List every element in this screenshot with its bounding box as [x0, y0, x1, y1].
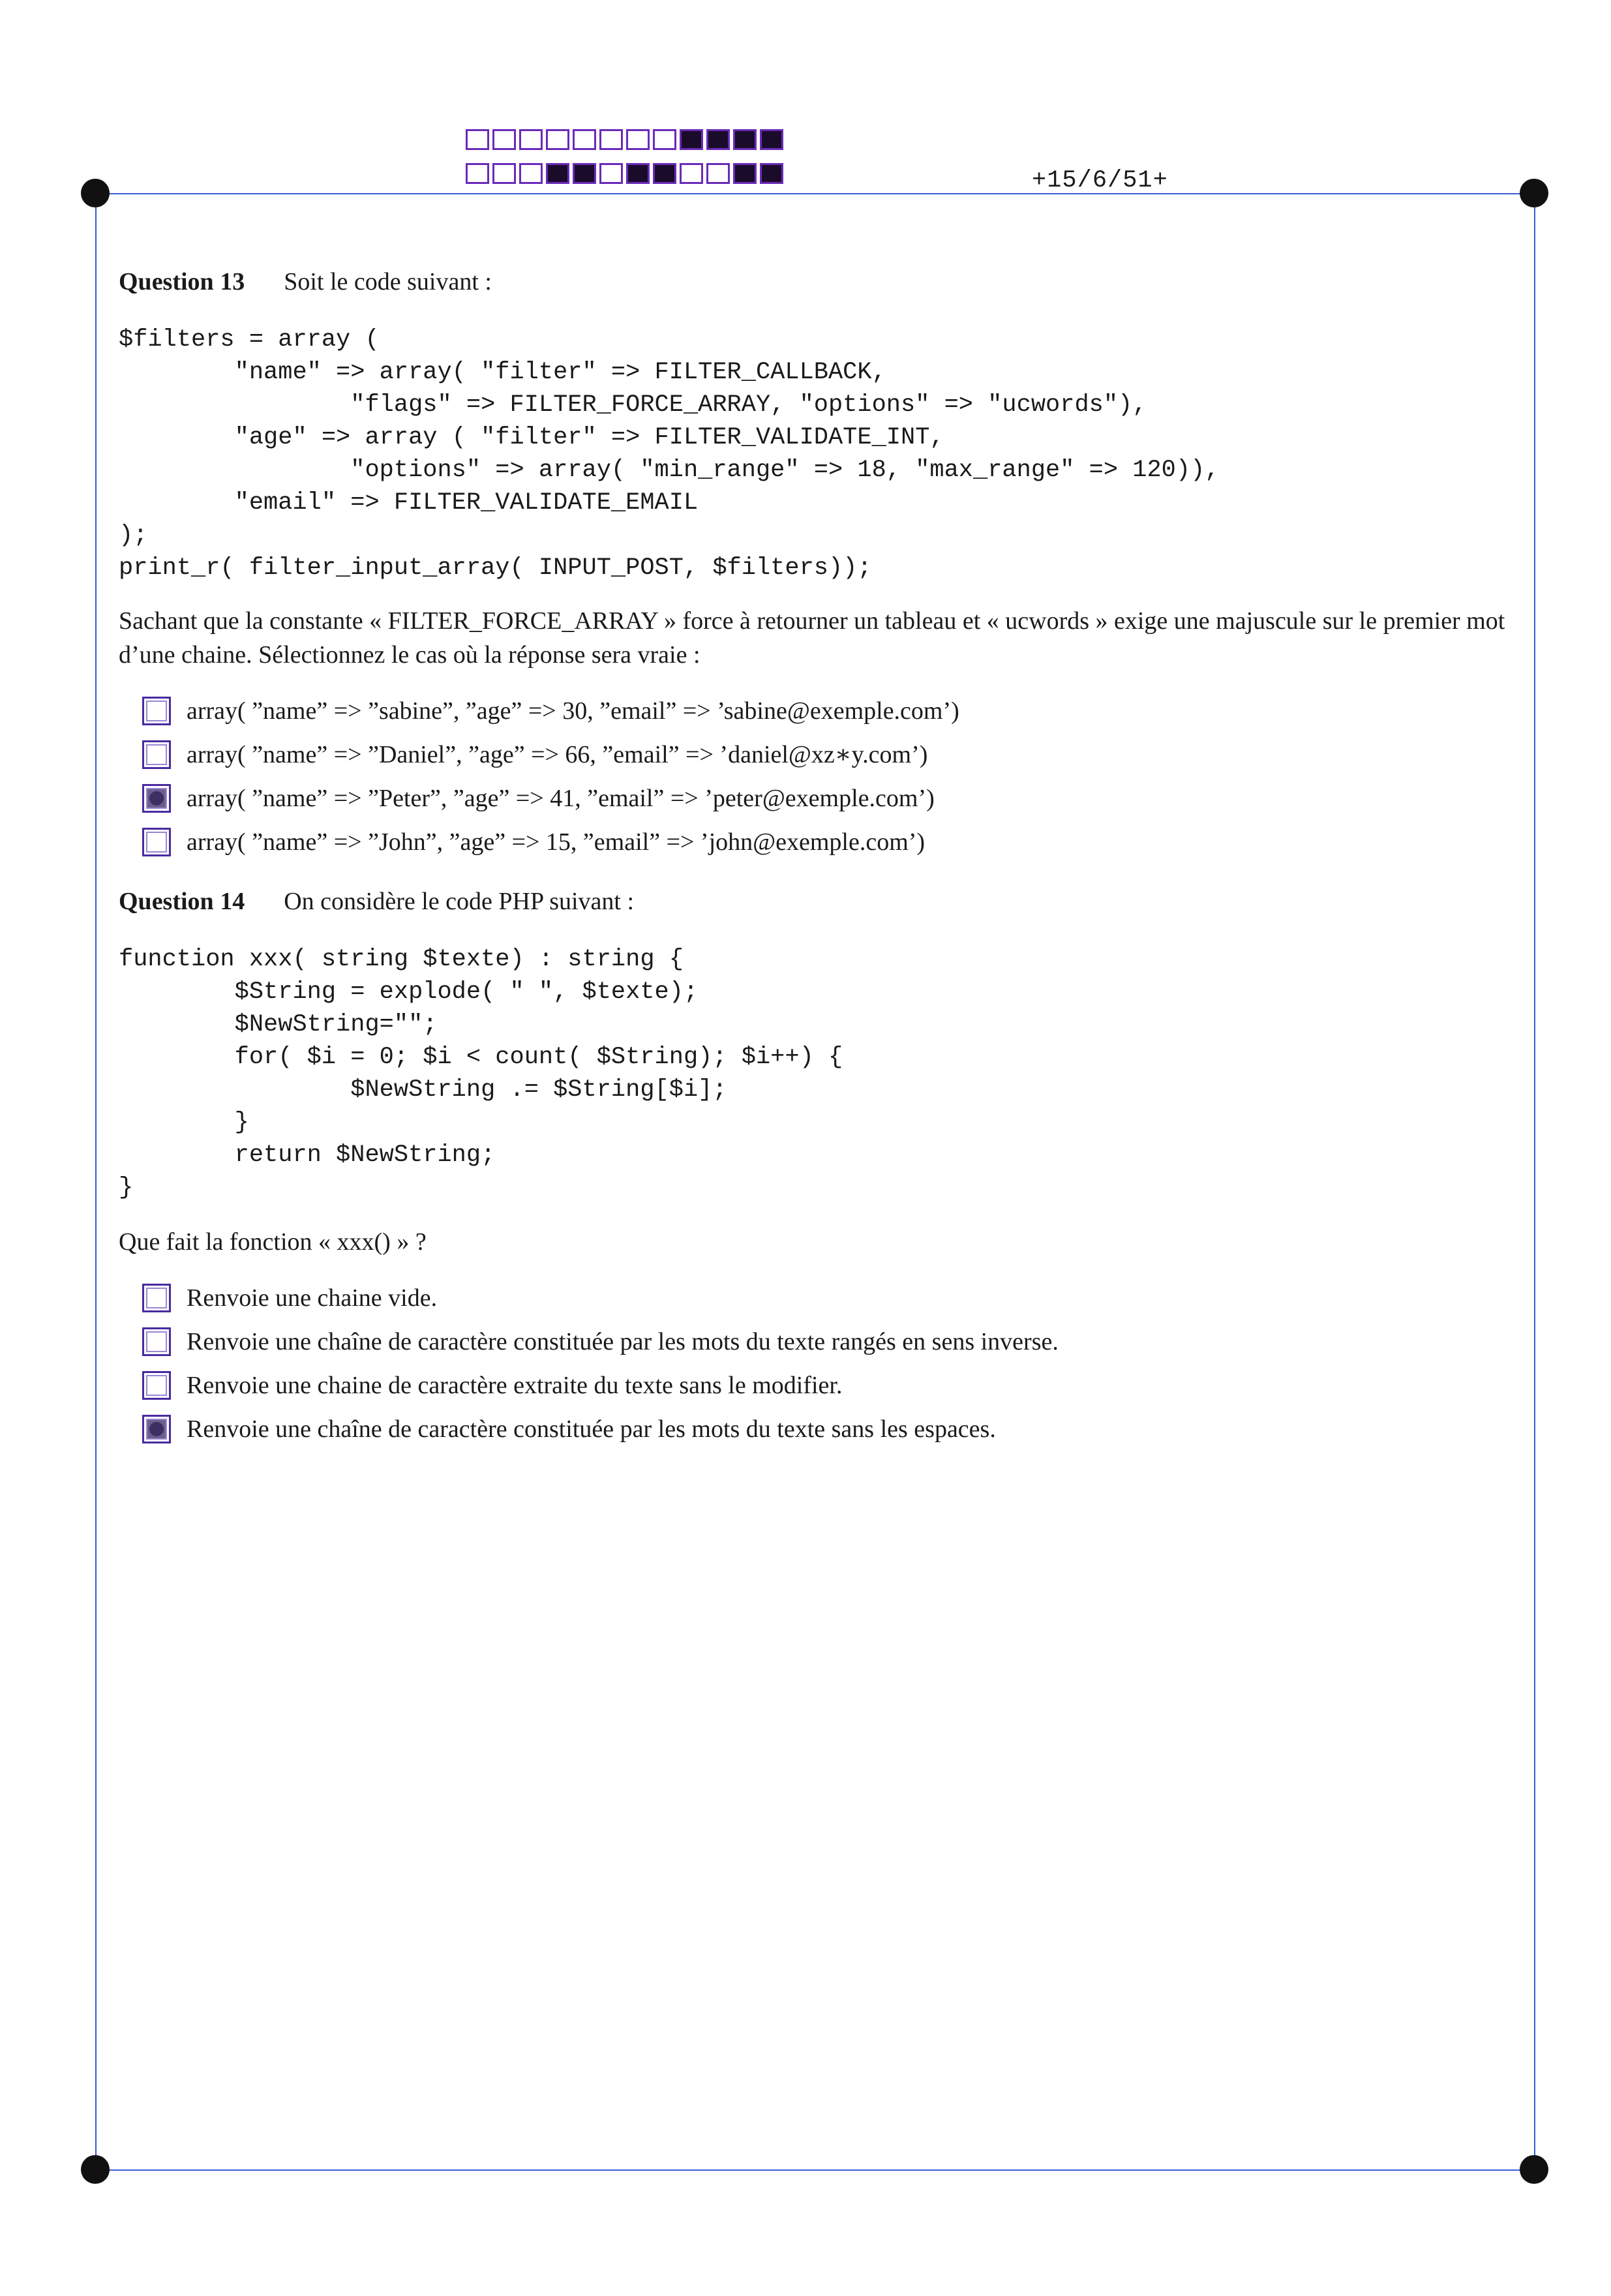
question-14-prompt: On considère le code PHP suivant : [284, 888, 635, 915]
code-line: $String = explode( " ", $texte); [119, 978, 699, 1006]
answer-checkbox[interactable] [142, 1371, 171, 1400]
question-13-code [119, 324, 1219, 584]
answer-checkbox[interactable] [142, 1327, 171, 1356]
question-14-code [119, 943, 843, 1204]
frame-top-line [95, 193, 1535, 194]
question-13-number: Question 13 [119, 268, 245, 295]
answer-checkbox[interactable] [142, 828, 171, 856]
code-line: $NewString .= $String[$i]; [119, 1076, 727, 1104]
code-cell [760, 129, 783, 150]
answer-label: array( ”name” => ”John”, ”age” => 15, ”email” => ’john@exemple.com’) [187, 828, 926, 856]
answer-option[interactable] [142, 776, 959, 820]
code-cell [546, 163, 569, 184]
question-14-header [119, 887, 634, 916]
frame-bottom-line [95, 2169, 1535, 2171]
code-cell [599, 163, 623, 184]
code-cell [733, 163, 757, 184]
code-cell [626, 163, 650, 184]
code-cell [466, 129, 489, 150]
code-line: "name" => array( "filter" => FILTER_CALLBACK, [119, 359, 886, 386]
code-line: } [119, 1109, 249, 1136]
answer-checkbox[interactable] [142, 1415, 171, 1443]
corner-marker-top-right [1520, 179, 1548, 207]
code-line: $NewString=""; [119, 1011, 438, 1038]
code-line: print_r( filter_input_array( INPUT_POST, $filters)); [119, 554, 872, 582]
answer-option[interactable] [142, 1320, 1059, 1363]
answer-label: array( ”name” => ”Daniel”, ”age” => 66, ”email” => ’daniel@xz∗y.com’) [187, 741, 928, 768]
code-cell [706, 129, 730, 150]
answer-option[interactable] [142, 1363, 1059, 1407]
question-13-answers [142, 689, 959, 864]
frame-left-line [95, 193, 97, 2171]
code-line: "age" => array ( "filter" => FILTER_VALIDATE_INT, [119, 424, 944, 451]
code-cell [653, 129, 676, 150]
code-line: "flags" => FILTER_FORCE_ARRAY, "options" => "ucwords"), [119, 391, 1147, 419]
corner-marker-bottom-left [81, 2155, 110, 2184]
answer-label: array( ”name” => ”sabine”, ”age” => 30, ”email” => ’sabine@exemple.com’) [187, 697, 959, 725]
code-cell [492, 129, 516, 150]
answer-checkbox[interactable] [142, 784, 171, 813]
code-cell [573, 163, 596, 184]
code-line: for( $i = 0; $i < count( $String); $i++) { [119, 1044, 843, 1071]
answer-option[interactable] [142, 1276, 1059, 1320]
answer-label: Renvoie une chaine de caractère extraite du texte sans le modifier. [187, 1371, 843, 1399]
code-cell [626, 129, 650, 150]
code-cell [599, 129, 623, 150]
code-cell [546, 129, 569, 150]
answer-label: Renvoie une chaîne de caractère constituée par les mots du texte sans les espaces. [187, 1415, 996, 1443]
code-cell [653, 163, 676, 184]
answer-checkbox[interactable] [142, 1284, 171, 1312]
code-line: ); [119, 522, 148, 549]
code-cell [466, 163, 489, 184]
code-cell [492, 163, 516, 184]
answer-option[interactable] [142, 820, 959, 864]
question-14-answers [142, 1276, 1059, 1451]
code-line: function xxx( string $texte) : string { [119, 946, 684, 973]
question-13-description: Sachant que la constante « FILTER_FORCE_ARRAY » force à retourner un tableau et « ucwords » exige une majuscule sur le premier mot d’une chaine. Sélectionnez le cas où la réponse sera vraie : [119, 607, 1505, 669]
code-cell [680, 129, 703, 150]
answer-option[interactable] [142, 733, 959, 776]
answer-label: Renvoie une chaîne de caractère constituée par les mots du texte rangés en sens inverse. [187, 1327, 1059, 1355]
code-cell [519, 129, 543, 150]
answer-label: Renvoie une chaine vide. [187, 1284, 438, 1312]
code-line: } [119, 1174, 134, 1201]
corner-marker-bottom-right [1520, 2155, 1548, 2184]
code-line: return $NewString; [119, 1141, 496, 1169]
question-13-prompt: Soit le code suivant : [284, 268, 492, 295]
frame-right-line [1534, 193, 1535, 2171]
code-cell [733, 129, 757, 150]
page-id: +15/6/51+ [1032, 167, 1168, 194]
code-cell [680, 163, 703, 184]
answer-checkbox[interactable] [142, 697, 171, 725]
corner-marker-top-left [81, 179, 110, 207]
answer-checkbox[interactable] [142, 740, 171, 769]
binary-code-row-2 [466, 163, 787, 184]
question-14-number: Question 14 [119, 888, 245, 915]
answer-label: array( ”name” => ”Peter”, ”age” => 41, ”email” => ’peter@exemple.com’) [187, 784, 935, 812]
code-cell [573, 129, 596, 150]
code-cell [519, 163, 543, 184]
code-cell [706, 163, 730, 184]
answer-option[interactable] [142, 1407, 1059, 1451]
question-14-description: Que fait la fonction « xxx() » ? [119, 1228, 427, 1256]
binary-code-row-1 [466, 129, 787, 150]
code-line: "options" => array( "min_range" => 18, "max_range" => 120)), [119, 457, 1220, 484]
code-line: "email" => FILTER_VALIDATE_EMAIL [119, 489, 699, 517]
code-line: $filters = array ( [119, 326, 380, 354]
question-13-header [119, 267, 492, 296]
code-cell [760, 163, 783, 184]
answer-option[interactable] [142, 689, 959, 733]
